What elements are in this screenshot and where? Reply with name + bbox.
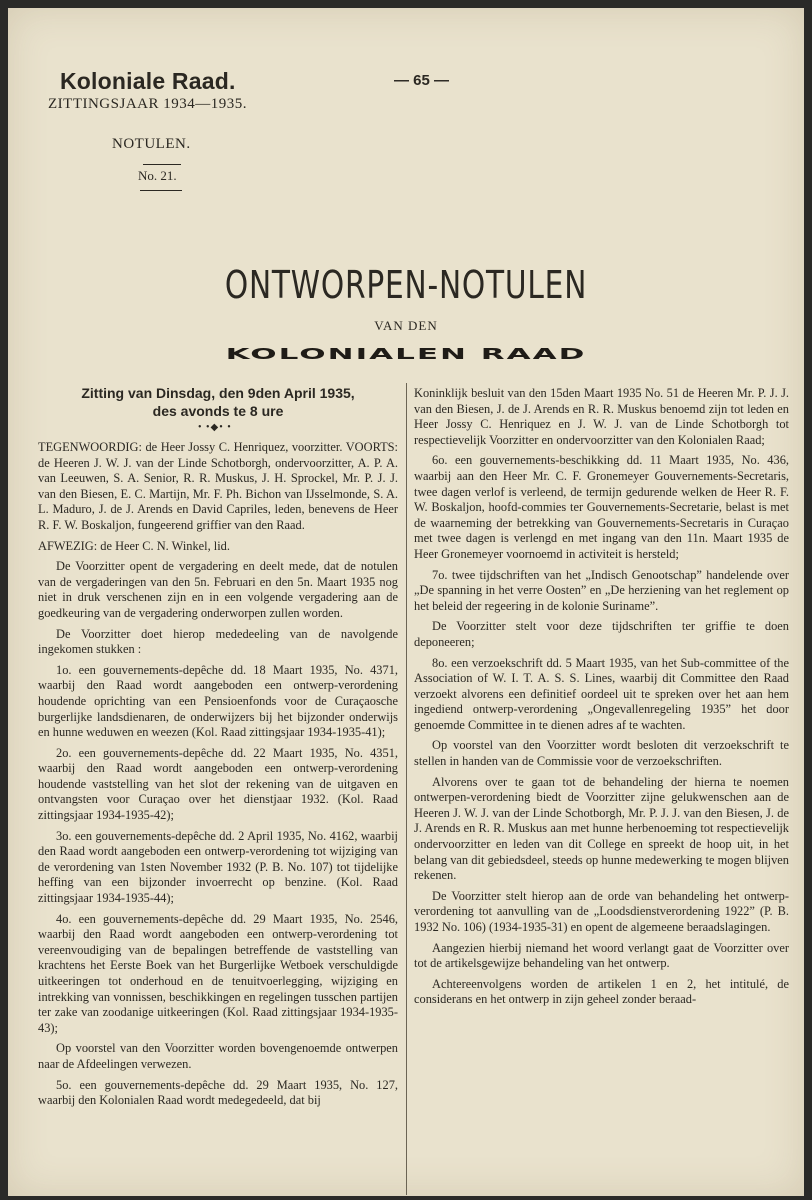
agenda-item: 2o. een gouvernements-depêche dd. 22 Maart 1935, No. 4351, waarbij den Raad wordt aangeboden een ontwerp-verordening houdende vaststelling van het slot der rekening van de uitgaven en ontvangsten voor Curaçao over het dienstjaar 1932. (Kol. Raad zittingsjaar 1934-1935-42);: [38, 745, 398, 823]
paragraph: Op voorstel van den Voorzitter worden bovengenoemde ontwerpen naar de Afdeelingen verwezen.: [38, 1041, 398, 1071]
title-connector: VAN DEN: [374, 318, 438, 333]
paragraph: De Voorzitter doet hierop mededeeling van de navolgende ingekomen stukken :: [38, 626, 398, 657]
decorative-council-title: KOLONIALEN RAAD: [225, 345, 587, 363]
paragraph: Alvorens over te gaan tot de behandeling der hierna te noemen ontwerpen-verordening biedt de Voorzitter zijne gelukwenschen aan de Heeren J. W. J. van der Linde Schotborgh, Mr. P. J. J. van den Biesen, J. de J. Arends en R. R. Muskus aan met hunne herbenoeming tot respectievelijk ondervoorzitter en leden van dit College en spreekt de hoop uit, in het belang van dit gebiedsdeel, steeds op hunne medewerking te mogen blijven rekenen.: [414, 774, 789, 883]
agenda-item: 1o. een gouvernements-depêche dd. 18 Maart 1935, No. 4371, waarbij den Raad wordt aangeboden een ontwerp-verordening houdende oprichting van een Pensioenfonds voor de Curaçaosche burgerlijke landsdienaren, de onderwijzers bij het bijzonder onderwijs en hunne weduwen en weezen (Kol. Raad zittingsjaar 1934-1935-41);: [38, 662, 398, 740]
section-label: NOTULEN.: [112, 136, 191, 152]
left-column: [38, 440, 398, 1114]
paragraph: De Voorzitter stelt voor deze tijdschriften ter griffie te doen deponeeren;: [414, 619, 789, 649]
session-heading: Zitting van Dinsdag, den 9den April 1935,: [81, 385, 355, 401]
divider: [140, 190, 182, 191]
paragraph: Op voorstel van den Voorzitter wordt besloten dit verzoekschrift te stellen in handen van de Commissie voor de verzoekschriften.: [414, 738, 789, 769]
agenda-item: 5o. een gouvernements-depêche dd. 29 Maart 1935, No. 127, waarbij den Kolonialen Raad wordt medegedeeld, dat bij: [38, 1077, 398, 1108]
divider: [143, 164, 181, 165]
session-time: des avonds te 8 ure: [152, 403, 284, 419]
agenda-item-continued: Koninklijk besluit van den 15den Maart 1935 No. 51 de Heeren Mr. P. J. J. van den Biesen, J. de J. Arends en R. R. Muskus benoemd zijn tot leden en Heer Jossy C. Henriquez en J. W. J. van de Linde Schotborgh tot respectievelijk Voorzitter en ondervoorzitter van den Kolonialen Raad;: [414, 386, 789, 447]
council-name: Koloniale Raad.: [60, 68, 236, 94]
paragraph: Aangezien hierbij niemand het woord verlangt gaat de Voorzitter over tot de artikelsgewijze behandeling van het ontwerp.: [414, 940, 789, 971]
main-title: ONTWORPEN-NOTULEN: [224, 263, 588, 307]
ornament-divider: • •◆• •: [198, 422, 232, 433]
paragraph: De Voorzitter opent de vergadering en deelt mede, dat de notulen van de vergaderingen van den 5n. Februari en den 5n. Maart 1935 nog niet in druk verschenen zijn en in een volgende vergadering aan de goedkeuring van de vergadering onderworpen zullen worden.: [38, 559, 398, 620]
paragraph: Achtereenvolgens worden de artikelen 1 en 2, het intitulé, de considerans en het ontwerp in zijn geheel zonder beraad-: [414, 976, 789, 1007]
document-number: No. 21.: [138, 168, 177, 183]
attendance-present: TEGENWOORDIG: de Heer Jossy C. Henriquez, voorzitter. VOORTS: de Heeren J. W. J. van der Linde Schotborgh, ondervoorzitter, A. P. A. van Leeuwen, S. A. Senior, R. R. Muskus, J. H. Sprockel, Mr. P. J. J. van den Biesen, E. C. Martijn, Mr. F. Ph. Bichon van IJsselmonde, S. A. L. Maduro, J. de J. Arends en David Capriles, leden, benevens de Heer R. F. W. Boskaljon, fungeerend griffier van den Raad.: [38, 440, 398, 532]
agenda-item: 4o. een gouvernements-depêche dd. 29 Maart 1935, No. 2546, waarbij den Raad wordt aangeboden een ontwerp-verordening tot vereenvoudiging van de bepalingen betreffende de vaststelling van krachtens het Eerste Boek van het Burgerlijke Wetboek verschuldigde uitkeeringen tot onderhoud en de tenuitvoerlegging, wijziging en intrekking van vonnissen, beschikkingen en regelingen tusschen partijen ter zake van zoodanige uitkeeringen (Kol. Raad zittingsjaar 1934-1935-43);: [38, 911, 398, 1035]
right-column: [414, 386, 789, 1013]
agenda-item: 7o. twee tijdschriften van het „Indisch Genootschap” handelende over „De spanning in het verre Oosten” en „De herziening van het reglement op het beleid der regeering in de kolonie Suriname”.: [414, 567, 789, 613]
paragraph: De Voorzitter stelt hierop aan de orde van behandeling het ontwerp-verordening tot aanvulling van de „Loodsdienstverordening 1922” (P. B. 1932 No. 106) (1934-1935-31) en opent de algemeene beraadslagingen.: [414, 888, 789, 934]
document-page: [8, 8, 804, 1196]
page-number: — 65 —: [394, 72, 450, 89]
agenda-item: 8o. een verzoekschrift dd. 5 Maart 1935, van het Sub-committee of the Association of W. I. T. A. S. S. Lines, waarbij dit Committee den Raad verzoekt alvorens een definitief oordeel uit te spreken over het aan hem ingediend ontwerp-verordening „Ongevallenregeling 1935” het door genoemde Committee in te dienen adres af te wachten.: [414, 655, 789, 732]
column-divider: [406, 383, 407, 1195]
attendance-absent: AFWEZIG: de Heer C. N. Winkel, lid.: [38, 538, 230, 553]
session-year: ZITTINGSJAAR 1934—1935.: [48, 96, 247, 112]
agenda-item: 3o. een gouvernements-depêche dd. 2 April 1935, No. 4162, waarbij den Raad wordt aangeboden een ontwerp-verordening tot wijziging van de verordening van 1sten November 1932 (P. B. No. 107) tot tijdelijke heffing van een bijzonder invoerrecht op benzine. (Kol. Raad zittingsjaar 1934-1935-44);: [38, 828, 398, 906]
agenda-item: 6o. een gouvernements-beschikking dd. 11 Maart 1935, No. 436, waarbij aan den Heer Mr. C. F. Gronemeyer Gouvernements-Secretaris, twee dagen verlof is verleend, de termijn gedurende welken de Heer R. F. W. Boskaljon, hoofd-commies ter Gouvernements-Secretarie, belast is met de waarneming der betrekking van Gouvernements-Secretaris in Curaçao met twee dagen is verlengd en met ingang van den 11n. Maart 1935 de Heer Gronemeyer voornoemd in activiteit is hersteld;: [414, 453, 789, 561]
